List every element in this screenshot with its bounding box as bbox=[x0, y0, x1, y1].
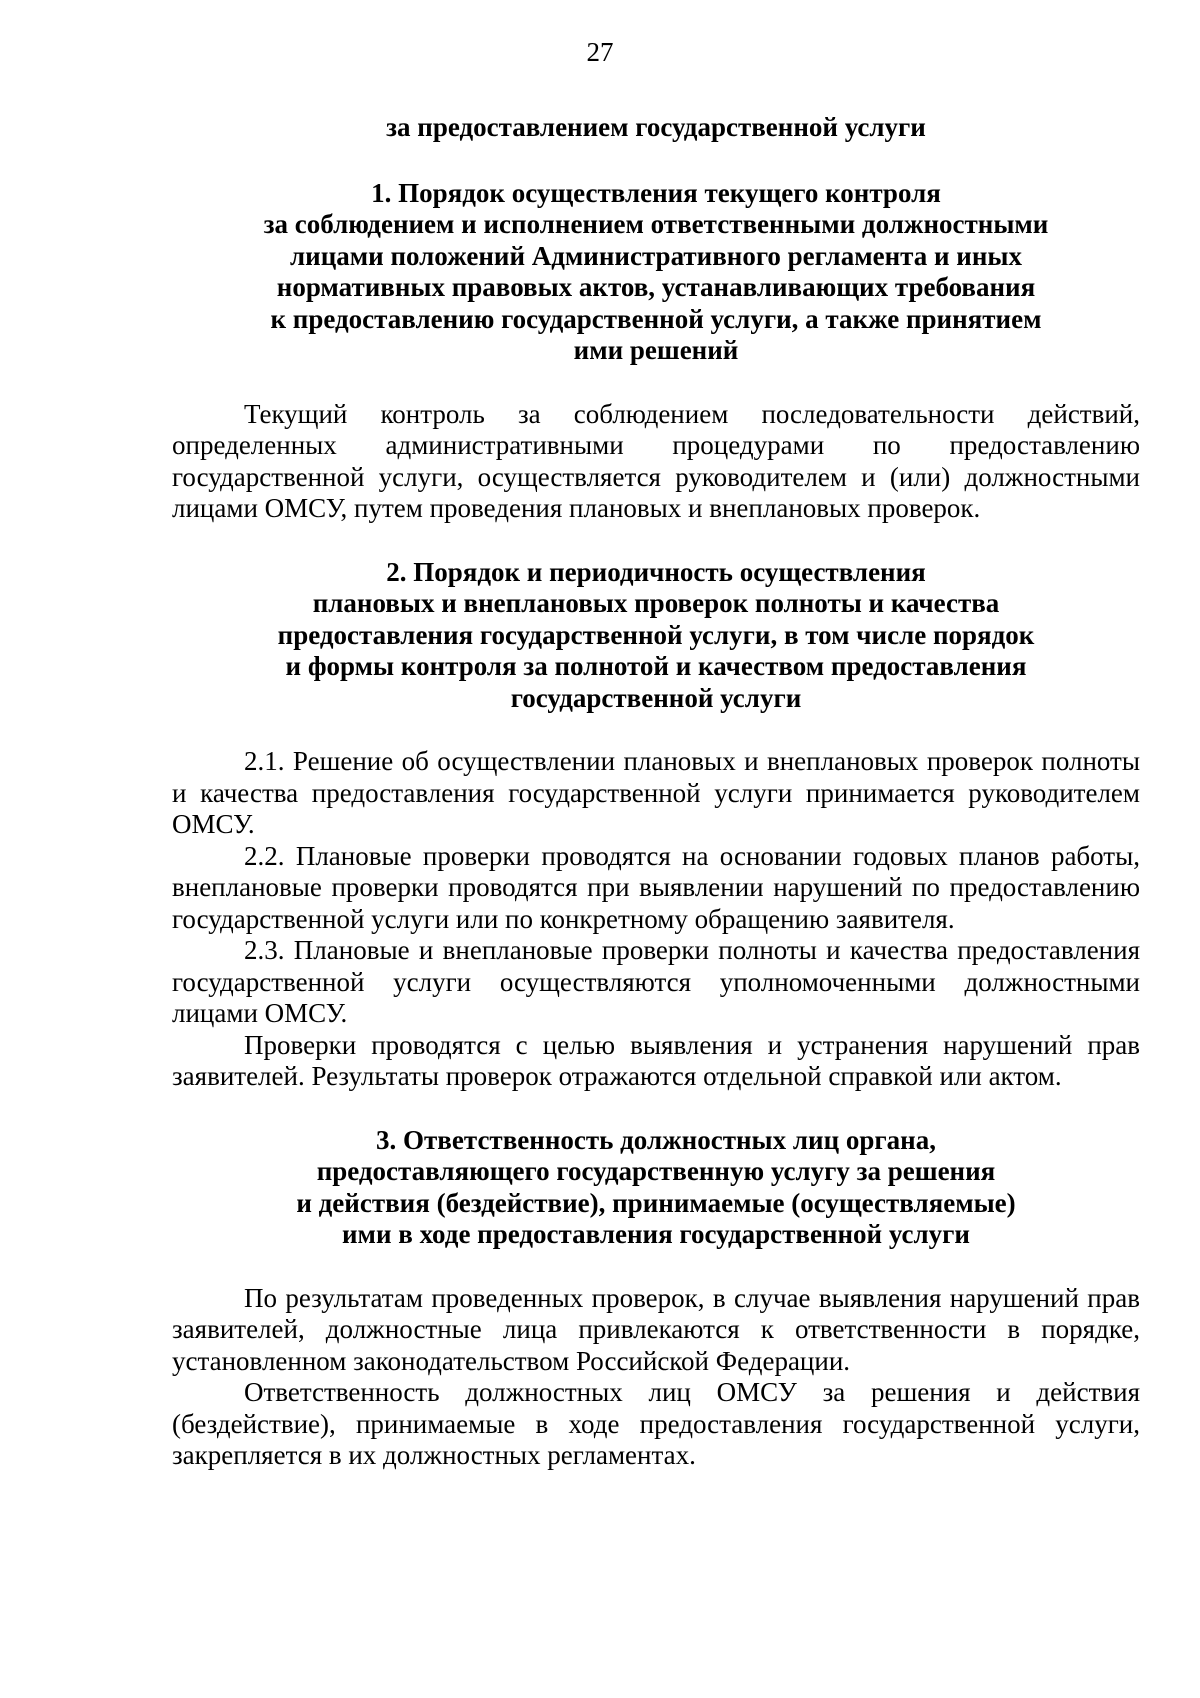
section-2-heading bbox=[172, 557, 1140, 715]
heading-line: предоставляющего государственную услугу за решения bbox=[316, 1156, 996, 1186]
section-3-paragraph: По результатам проведенных проверок, в случае выявления нарушений прав заявителей, должностные лица привлекаются к ответственности в порядке, установленном законодательством Российской Федерации. bbox=[172, 1282, 1140, 1376]
section-1-heading bbox=[172, 178, 1140, 367]
heading-line: плановых и внеплановых проверок полноты и качества bbox=[312, 588, 1000, 618]
heading-line: 1. Порядок осуществления текущего контроля bbox=[371, 177, 941, 208]
heading-line: и действия (бездействие), принимаемые (осуществляемые) bbox=[296, 1187, 1016, 1218]
section-2-paragraph: 2.1. Решение об осуществлении плановых и внеплановых проверок полноты и качества предоставления государственной услуги принимается руководителем ОМСУ. bbox=[172, 746, 1140, 839]
heading-line: за соблюдением и исполнением ответственными должностными bbox=[263, 209, 1049, 239]
heading-line: предоставления государственной услуги, в том числе порядок bbox=[277, 619, 1035, 650]
heading-line: ими решений bbox=[573, 335, 739, 365]
page-number: 27 bbox=[586, 37, 614, 67]
section-2-paragraph: Проверки проводятся с целью выявления и устранения нарушений прав заявителей. Результаты проверок отражаются отдельной справкой или актом. bbox=[172, 1029, 1140, 1091]
section-1-paragraph: Текущий контроль за соблюдением последовательности действий, определенных административными процедурами по предоставлению государственной услуги, осуществляется руководителем и (или) должностными лицами ОМСУ, путем проведения плановых и внеплановых проверок. bbox=[172, 398, 1140, 523]
document-body bbox=[172, 112, 1140, 1472]
heading-line: к предоставлению государственной услуги, а также принятием bbox=[270, 303, 1042, 334]
heading-line: и формы контроля за полнотой и качеством предоставления bbox=[285, 651, 1027, 681]
section-2-paragraph: 2.3. Плановые и внеплановые проверки полноты и качества предоставления государственной услуги осуществляются уполномоченными должностными лицами ОМСУ. bbox=[172, 935, 1140, 1028]
section-3-heading bbox=[172, 1125, 1140, 1251]
heading-line: лицами положений Административного регламента и иных bbox=[290, 240, 1022, 271]
heading-line: 2. Порядок и периодичность осуществления bbox=[386, 556, 926, 587]
heading-line: нормативных правовых актов, устанавливающих требования bbox=[276, 272, 1036, 302]
heading-line: 3. Ответственность должностных лиц органа, bbox=[376, 1124, 936, 1155]
section-3-paragraph: Ответственность должностных лиц ОМСУ за решения и действия (бездействие), принимаемые в ходе предоставления государственной услуги, закрепляется в их должностных регламентах. bbox=[172, 1377, 1140, 1470]
section-2-paragraph: 2.2. Плановые проверки проводятся на основании годовых планов работы, внеплановые проверки проводятся при выявлении нарушений по предоставлению государственной услуги или по конкретному обращению заявителя. bbox=[172, 840, 1140, 934]
heading-line: государственной услуги bbox=[510, 682, 802, 713]
heading-line: ими в ходе предоставления государственной услуги bbox=[342, 1219, 970, 1249]
continued-heading: за предоставлением государственной услуги bbox=[386, 112, 926, 142]
